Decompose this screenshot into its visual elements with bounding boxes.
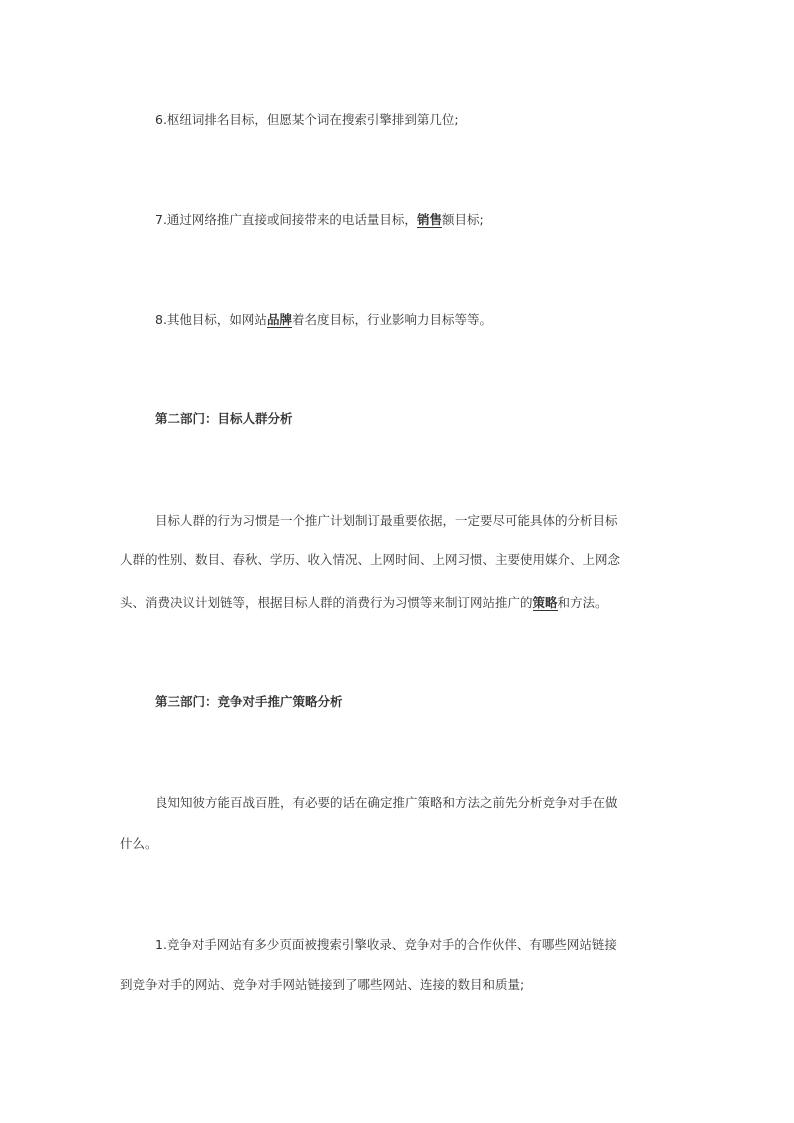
goal-item-7 (155, 212, 484, 228)
goal-item-8-text: 8.其他目标，如网站 (155, 312, 267, 327)
goal-item-6 (155, 112, 459, 128)
goal-item-8 (155, 312, 492, 328)
paragraph-line: 良知知彼方能百战百胜，有必要的话在确定推广策略和方法之前先分析竞争对手在做 (155, 795, 618, 810)
paragraph-line (120, 595, 608, 611)
keyword-link-brand[interactable]: 品牌 (266, 312, 292, 327)
goal-item-8-text-end: 着名度目标，行业影响力目标等等。 (291, 312, 492, 327)
paragraph-line: 什么。 (120, 836, 158, 851)
paragraph-text-end: 和方法。 (557, 595, 608, 610)
competitor-item-1: 1.竞争对手网站有多少页面被搜索引擎收录、竞争对手的合作伙伴、有哪些网站链接 (155, 937, 617, 952)
paragraph-text: 头、消费决议计划链等，根据目标人群的消费行为习惯等来制订网站推广的 (120, 595, 533, 610)
keyword-link-sales[interactable]: 销售 (416, 212, 442, 227)
paragraph-line: 目标人群的行为习惯是一个推广计划制订最重要依据，一定要尽可能具体的分析目标 (155, 513, 618, 528)
goal-item-6-text: 6.枢纽词排名目标，但愿某个词在搜索引擎排到第几位; (155, 112, 459, 127)
section-heading-target-audience: 第二部门：目标人群分析 (155, 411, 293, 426)
paragraph-line: 人群的性别、数目、春秋、学历、收入情况、上网时间、上网习惯、主要使用媒介、上网念 (120, 552, 621, 567)
goal-item-7-text: 7.通过网络推广直接或间接带来的电话量目标， (155, 212, 417, 227)
section-heading-competitor-analysis: 第三部门：竞争对手推广策略分析 (155, 694, 343, 709)
goal-item-7-text-end: 额目标; (441, 212, 484, 227)
competitor-item-1-cont: 到竞争对手的网站、竞争对手网站链接到了哪些网站、连接的数目和质量; (120, 977, 525, 992)
keyword-link-strategy[interactable]: 策略 (532, 595, 558, 610)
